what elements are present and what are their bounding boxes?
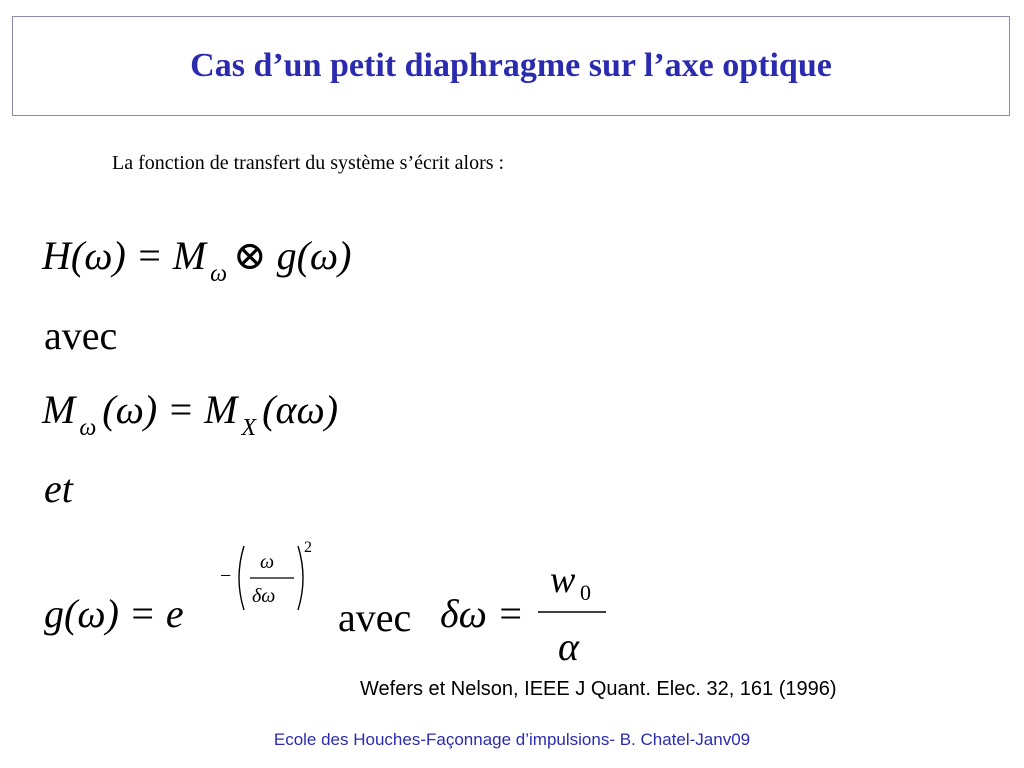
equation-delta-omega bbox=[440, 591, 524, 636]
exponent-right-paren bbox=[298, 546, 303, 610]
equation-1-rhs: ⊗ g(ω) bbox=[233, 233, 352, 278]
fraction-numerator-subscript: 0 bbox=[580, 580, 591, 605]
equation-2-rhs: (αω) bbox=[262, 387, 339, 432]
word-avec-2: avec bbox=[338, 595, 412, 640]
equation-2-middle: (ω) = M bbox=[102, 387, 238, 432]
exponent-left-paren bbox=[239, 546, 244, 610]
exponent-minus: − bbox=[220, 565, 232, 587]
equation-1-lhs: H(ω) = M bbox=[42, 233, 207, 278]
w0-over-alpha-fraction bbox=[520, 560, 610, 670]
equation-gaussian-lhs bbox=[44, 591, 184, 636]
equation-1-subscript: ω bbox=[210, 261, 228, 287]
slide-title: Cas d’un petit diaphragme sur l’axe optique bbox=[190, 47, 832, 84]
equation-2-lhs-m: M bbox=[42, 387, 76, 432]
exponent-denominator: δω bbox=[252, 585, 276, 607]
equation-transfer-function bbox=[42, 233, 352, 287]
equation-magnification bbox=[42, 387, 339, 441]
equation-3-lhs: g(ω) = e bbox=[44, 591, 184, 636]
delta-omega-lhs: δω = bbox=[440, 591, 524, 636]
fraction-denominator: α bbox=[558, 624, 579, 669]
gaussian-exponent bbox=[218, 538, 328, 618]
equation-2-rhs-subscript: X bbox=[241, 415, 257, 441]
slide-footer: Ecole des Houches-Façonnage d’impulsions- B. Chatel-Janv09 bbox=[273, 730, 751, 749]
title-box bbox=[12, 16, 1010, 116]
word-et: et bbox=[44, 466, 73, 511]
intro-text: La fonction de transfert du système s’écrit alors : bbox=[112, 152, 505, 174]
equation-2-lhs-subscript: ω bbox=[79, 415, 97, 441]
reference-citation: Wefers et Nelson, IEEE J Quant. Elec. 32, 161 (1996) bbox=[360, 678, 837, 700]
exponent-numerator: ω bbox=[260, 551, 275, 573]
fraction-numerator-w: w bbox=[550, 560, 576, 601]
word-avec-1: avec bbox=[44, 313, 118, 358]
exponent-power: 2 bbox=[304, 539, 312, 556]
